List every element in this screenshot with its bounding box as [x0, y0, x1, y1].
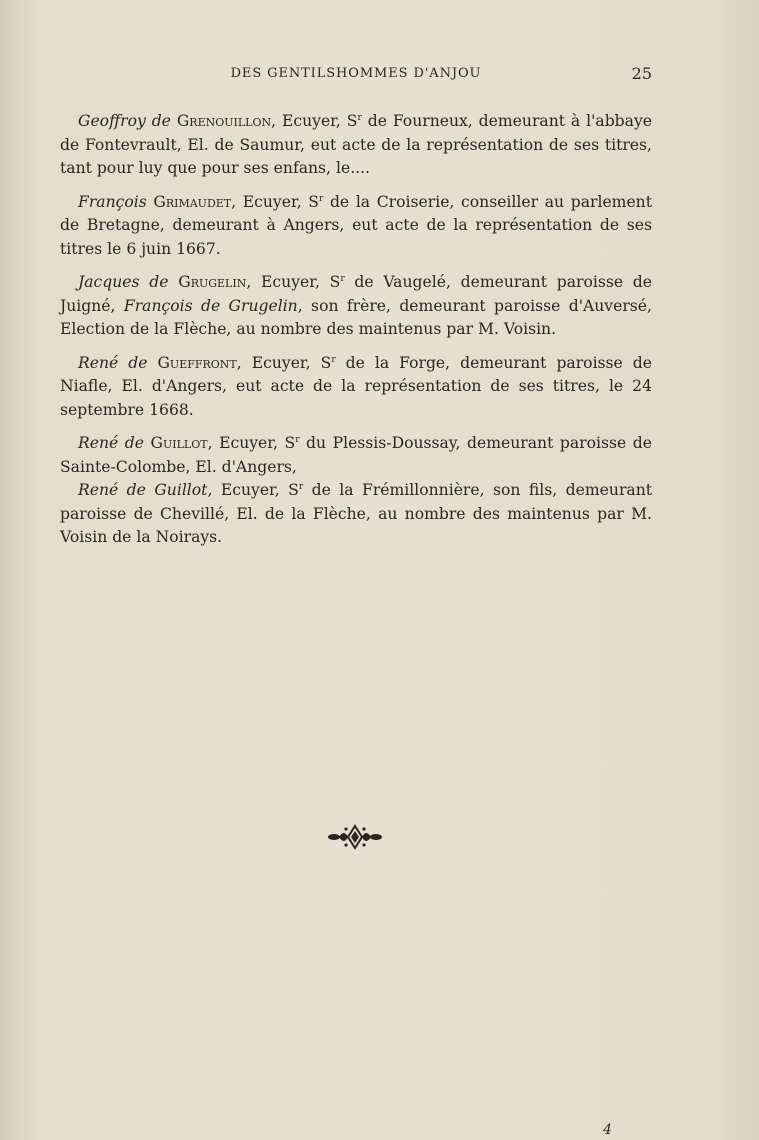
surname: Guillot	[150, 434, 208, 452]
given-name: René de	[78, 434, 151, 452]
entry-gueffront	[60, 352, 652, 423]
given-name: François	[78, 192, 154, 211]
body-text	[60, 110, 652, 560]
entry-text: de la Croiserie, conseiller au parlement de Bretagne, demeurant à Angers, eut acte de la représentation de ses titres le 6 juin 1667.	[60, 192, 652, 258]
sieur-abbrev: r	[318, 193, 324, 204]
entry-text: du Plessis-Doussay, demeurant paroisse de Sainte-Colombe, El. d'Angers,	[60, 434, 652, 476]
entry-text: , Ecuyer, S	[207, 481, 299, 499]
entry-grimaudet	[60, 191, 652, 262]
entry-text: de la Forge, demeurant paroisse de Niafle, El. d'Angers, eut acte de la représentation de ses titres, le 24 septembre 1668.	[60, 353, 652, 419]
page-number: 25	[631, 64, 652, 83]
given-name: René de Guillot	[78, 481, 208, 499]
entry-text: de Vaugelé, demeurant paroisse de Juigné,	[60, 273, 652, 315]
entry-text: de Fourneux, demeurant à l'abbaye de Fontevrault, El. de Saumur, eut acte de la représentation de ses titres, tant pour luy que pour ses enfans, le....	[60, 112, 652, 177]
surname: Grimaudet	[153, 192, 232, 211]
entry-guillot	[60, 432, 652, 479]
entry-text: , son frère, demeurant paroisse d'Auversé, Election de la Flèche, au nombre des maintenus par M. Voisin.	[60, 296, 652, 338]
surname: Grugelin	[178, 273, 247, 291]
surname: Grenouillon	[176, 112, 272, 130]
given-name: Geoffroy de	[78, 112, 177, 130]
entry-text: , Ecuyer, S	[246, 273, 341, 291]
sieur-abbrev: r	[295, 435, 300, 445]
sieur-abbrev: r	[357, 113, 362, 123]
entry-text: , Ecuyer, S	[231, 192, 319, 211]
sieur-abbrev: r	[340, 274, 345, 284]
entry-text: de la Frémillonnière, son fils, demeurant paroisse de Chevillé, El. de la Flèche, au nombre des maintenus par M. Voisin de la Noirays.	[60, 481, 653, 546]
sieur-abbrev: r	[331, 354, 336, 365]
sieur-abbrev: r	[298, 482, 304, 492]
entry-guillot-fils	[60, 479, 652, 550]
entry-text: , Ecuyer, S	[236, 353, 332, 372]
fleuron-ornament-icon	[327, 823, 383, 851]
entry-grenouillon	[60, 110, 652, 181]
person-name: François de Grugelin	[123, 296, 298, 315]
given-name: Jacques de	[78, 273, 179, 291]
surname: Gueffront	[157, 353, 237, 372]
entry-text: , Ecuyer, S	[207, 434, 296, 452]
entry-grugelin	[60, 271, 652, 342]
running-head	[60, 64, 652, 86]
given-name: René de	[78, 353, 158, 372]
signature-mark: 4	[603, 1122, 612, 1138]
entry-text: , Ecuyer, S	[271, 112, 358, 130]
running-title: DES GENTILSHOMMES D'ANJOU	[230, 66, 482, 81]
